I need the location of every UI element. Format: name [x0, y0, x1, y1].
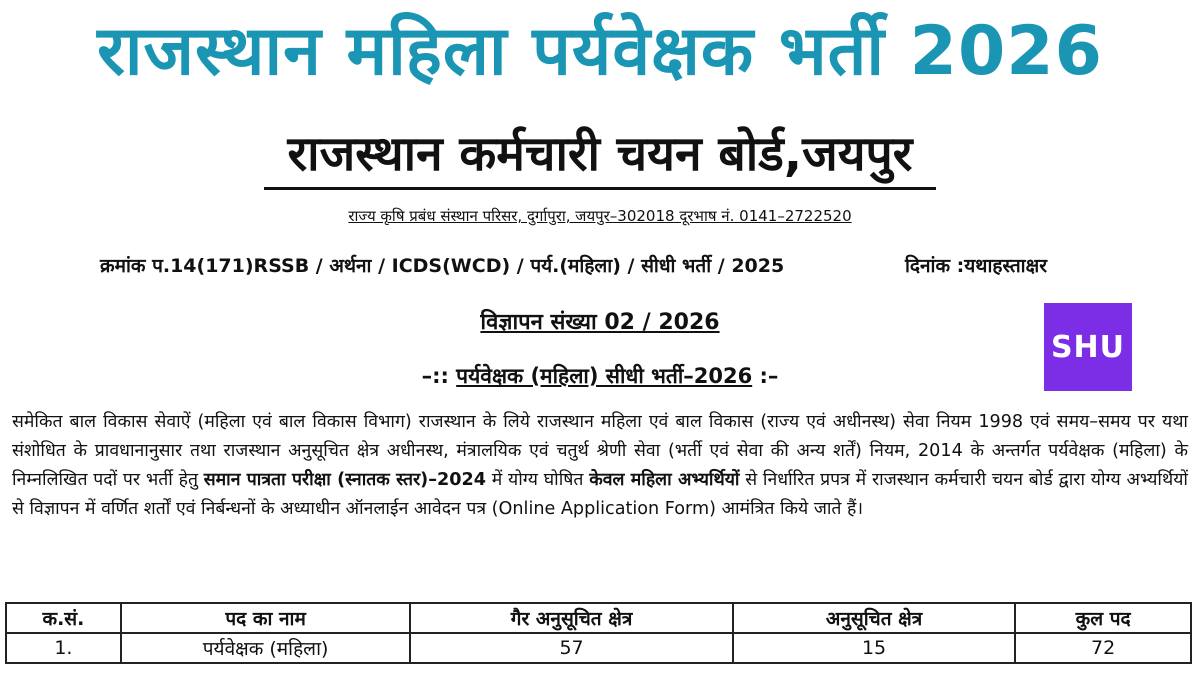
- board-name-heading: [0, 128, 1200, 190]
- header-serial: क.सं.: [6, 603, 121, 633]
- advertisement-number-heading: [0, 306, 1200, 336]
- notice-body-paragraph: [12, 408, 1188, 524]
- female-candidates-bold: केवल महिला अभ्यर्थियों: [589, 470, 740, 490]
- board-name: राजस्थान कर्मचारी चयन बोर्ड,जयपुर: [264, 128, 937, 190]
- advertisement-number: विज्ञापन संख्या 02 / 2026: [480, 310, 720, 335]
- recruitment-subtitle: [0, 362, 1200, 390]
- subtitle-prefix: –::: [421, 364, 457, 388]
- header-total-posts: कुल पद: [1015, 603, 1191, 633]
- subtitle-suffix: :–: [752, 364, 779, 388]
- notice-date: दिनांक :यथाहस्ताक्षर: [905, 255, 1047, 277]
- header-non-scheduled-area: गैर अनुसूचित क्षेत्र: [410, 603, 732, 633]
- table-row: [6, 633, 1191, 663]
- header-post-name: पद का नाम: [121, 603, 411, 633]
- subtitle-main: पर्यवेक्षक (महिला) सीधी भर्ती–2026: [456, 364, 753, 388]
- cell-total-posts: 72: [1015, 633, 1191, 663]
- cell-serial: 1.: [6, 633, 121, 663]
- vacancy-table: [5, 602, 1192, 664]
- address-line: [0, 206, 1200, 226]
- body-text-part1: समेकित बाल विकास सेवाऐं (महिला एवं बाल विकास विभाग) राजस्थान के लिये राजस्थान महिला एवं बाल विकास (राज्य एवं अधीनस्थ) सेवा नियम 1998 एवं समय–समय पर यथा संशोधित के प्रावधानानुसार तथा राजस्थान अनुसूचित क्षेत्र अधीनस्थ, मंत्रालयिक एवं चतुर्थ श्रेणी सेवा (भर्ती एवं सेवा की अन्य शर्तें) नियम, 2014 के अन्तर्गत पर्यवेक्षक (महिला) के निम्नलिखित पदों पर भर्ती हेतु: [12, 412, 1188, 490]
- cell-non-scheduled-count: 57: [410, 633, 732, 663]
- table-header-row: [6, 603, 1191, 633]
- cell-scheduled-count: 15: [733, 633, 1016, 663]
- address-text: राज्य कृषि प्रबंध संस्थान परिसर, दुर्गापुरा, जयपुर–302018 दूरभाष नं. 0141–2722520: [348, 207, 852, 225]
- header-scheduled-area: अनुसूचित क्षेत्र: [733, 603, 1016, 633]
- exam-name-bold: समान पात्रता परीक्षा (स्नातक स्तर)–2024: [203, 470, 486, 490]
- banner-title: राजस्थान महिला पर्यवेक्षक भर्ती 2026: [97, 12, 1103, 91]
- cell-post-name: पर्यवेक्षक (महिला): [121, 633, 411, 663]
- body-text-part2: में योग्य घोषित: [485, 470, 590, 490]
- body-text-part3: से निर्धारित प्रपत्र में राजस्थान कर्मचारी चयन बोर्ड द्वारा योग्य अभ्यर्थियों से विज्ञापन में वर्णित शर्तों एवं निर्बन्धनों के अध्याधीन ऑनलाईन आवेदन पत्र (Online Application Form) आमंत्रित किये जाते हैं।: [12, 470, 1188, 519]
- shu-logo: [1044, 303, 1132, 391]
- logo-text: SHU: [1050, 329, 1126, 365]
- reference-number: क्रमांक प.14(171)RSSB / अर्थना / ICDS(WCD) / पर्य.(महिला) / सीधी भर्ती / 2025: [100, 255, 785, 277]
